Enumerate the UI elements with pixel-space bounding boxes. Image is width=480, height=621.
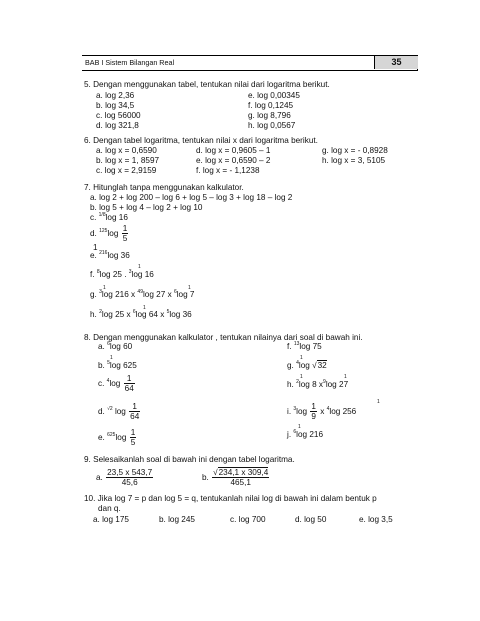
q9-b: b. $\frac{√234,1 x 309,4}{465,1}$ [202,468,269,488]
q8-c: c. $^4$log $\frac{1}{64}$ [98,374,134,394]
q8-d-fraction: $\frac{1}{64}$ [130,402,140,422]
q8-g: g. $^4$log √32 [287,360,327,370]
q7-f-top: 1 [138,264,141,270]
q7-b: b. log 5 + log 4 – log 2 + log 10 [90,203,203,212]
q8-a: a. $^6$log 60 [98,341,133,351]
q5-e: e. log 0,00345 [248,91,300,100]
q7-h: h. $^2$log 25 x $^6$log 64 x $^5$log 36 [90,309,192,319]
q8-j: j. $^6$log 216 [287,429,324,439]
q6-prompt: 6. Dengan tabel logaritma, tentukan nilai x dari logaritma berikut. [84,136,318,145]
q10-b: b. log 245 [159,515,195,524]
q8-h-top2: 1 [344,374,347,380]
q9-prompt: 9. Selesaikanlah soal di bawah ini dengan tabel logaritma. [84,455,295,464]
q6-d: d. log x = 0,9605 – 1 [196,146,271,155]
q7-g-top3: 1 [188,285,191,291]
q8-b: b. $^5$log 625 [98,360,137,370]
q8-d: d. $^{√2}$ log $\frac{1}{64}$ [98,402,140,422]
q7-g-top1: 1 [103,285,106,291]
q8-c-fraction: $\frac{1}{64}$ [124,374,134,394]
page-number: 35 [374,56,418,69]
q5-prompt: 5. Dengan menggunakan tabel, tentukan nilai dari logaritma berikut. [84,80,330,89]
q5-g: g. log 8,796 [248,111,291,120]
q7-h-top2: 1 [143,305,146,311]
q10-c: c. log 700 [230,515,266,524]
q5-d: d. log 321,8 [96,121,139,130]
q5-b: b. log 34,5 [96,101,135,110]
q5-a: a. log 2,36 [96,91,135,100]
q7-e-top: 1 [93,243,98,252]
q7-e: e. $^{216}$log 36 [90,250,130,260]
q8-i-fraction: $\frac{1}{9}$ [311,402,316,422]
q6-b: b. log x = 1, 8597 [96,156,160,165]
q7-a: a. log 2 + log 200 – log 6 + log 5 – log 3 + log 18 – log 2 [90,193,293,202]
q7-g: g. $^3$log 216 x $^{49}$log 27 x $^6$log 7 [90,289,195,299]
q8-g-top: 1 [300,355,303,361]
q8-h: h. $^2$log 8 $x^9\log$ 27 [287,379,349,389]
q6-f: f. log x = - 1,1238 [196,166,260,175]
q10-e: e. log 3,5 [359,515,393,524]
q8-j-top: 1 [298,424,301,430]
q5-h: h. log 0,0567 [248,121,296,130]
q8-e: e. $^{625}$log $\frac{1}{5}$ [98,428,136,448]
q8-e-fraction: $\frac{1}{5}$ [130,428,136,448]
q10-d: d. log 50 [295,515,327,524]
q6-g: g. log x = - 0,8928 [322,146,388,155]
q8-i-top2: 1 [377,399,380,405]
q5-f: f. log 0,1245 [248,101,294,110]
q10-prompt: 10. Jika log 7 = p dan log 5 = q, tentukanlah nilai log di bawah ini dalam bentuk p [84,494,377,503]
q8-f: f. $^{13}$log 75 [287,341,322,351]
q10-prompt-cont: dan q. [98,504,121,513]
q10-a: a. log 175 [93,515,129,524]
q8-prompt: 8. Dengan menggunakan kalkulator , tentukan nilainya dari soal di bawah ini. [84,333,363,342]
q5-c: c. log 56000 [96,111,141,120]
q9-a-fraction: $\frac{23,5 x 543,7}{45,6}$ [107,468,153,488]
q7-d: d. $^{125}$log $\frac{1}{5}$ [90,224,128,244]
q7-c: c. $^{1/8}$log 16 [90,212,128,222]
q6-c: c. log x = 2,9159 [96,166,157,175]
q8-b-top: 1 [110,355,113,361]
q7-prompt: 7. Hitunglah tanpa menggunakan kalkulator. [84,183,244,192]
q7-f: f. $^8$log 25 . $^3$log 16 [90,269,154,279]
q6-a: a. log x = 0,6590 [96,146,157,155]
q7-d-fraction: $\frac{1}{5}$ [122,224,128,244]
q8-h-top1: 1 [300,374,303,380]
q8-i: i. $^3$log $\frac{1}{9}$ x $^4$log 256 [287,402,357,422]
q6-h: h. log x = 3, 5105 [322,156,386,165]
q9-b-fraction: $\frac{√234,1 x 309,4}{465,1}$ [213,468,269,488]
q6-e: e. log x = 0,6590 – 2 [196,156,271,165]
chapter-title: BAB I Sistem Bilangan Real [85,58,175,67]
q9-a: a. $\frac{23,5 x 543,7}{45,6}$ [96,468,153,488]
